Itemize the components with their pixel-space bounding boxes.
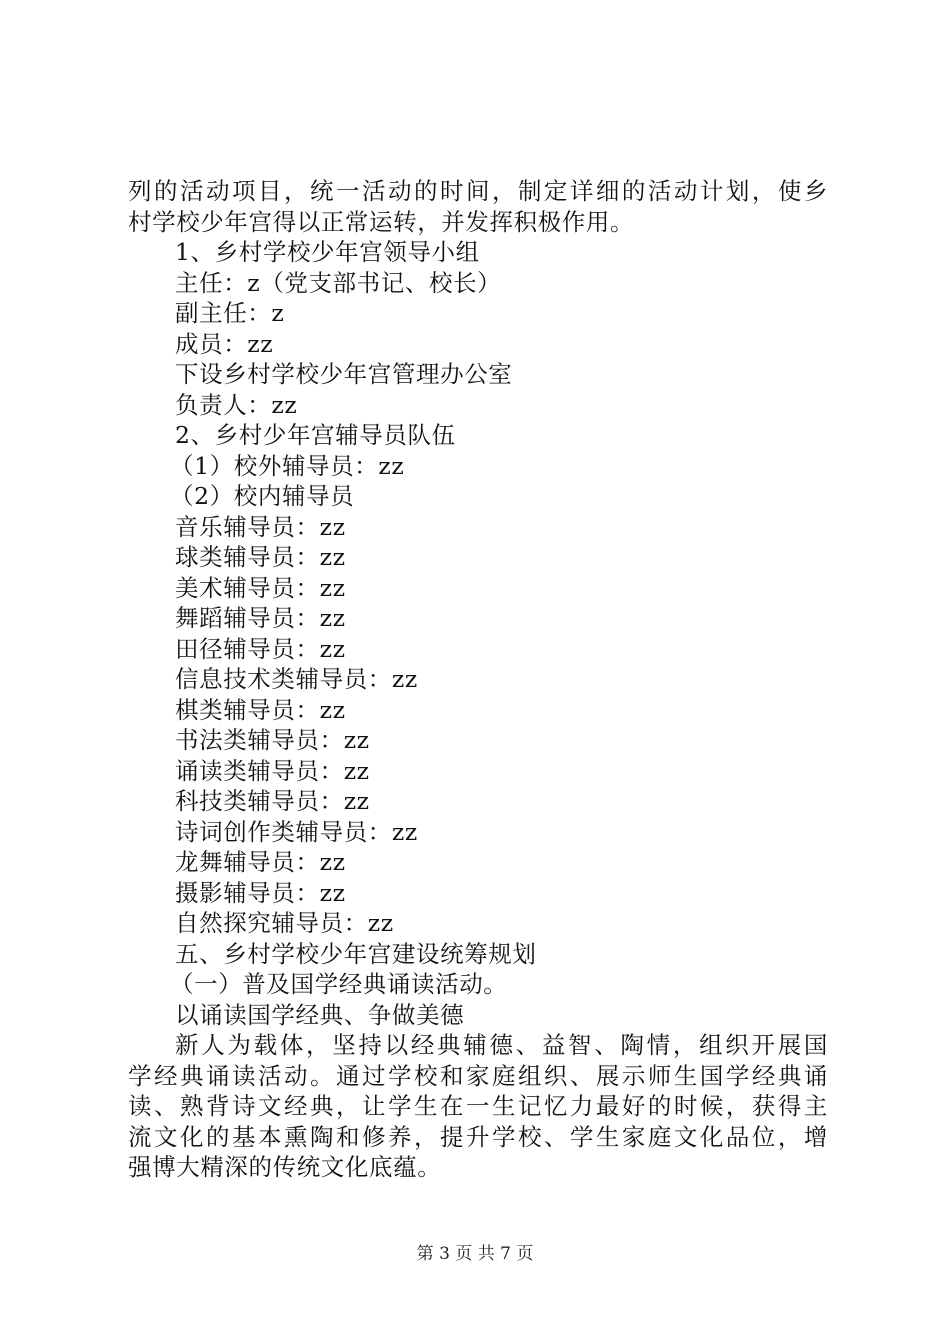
paragraph-line: 读、熟背诗文经典，让学生在一生记忆力最好的时候，获得主 — [128, 1092, 828, 1120]
list-item: 美术辅导员：zz — [175, 573, 346, 602]
list-item: 自然探究辅导员：zz — [175, 909, 394, 937]
list-item: （2）校内辅导员 — [170, 482, 355, 510]
list-item: 主任：z（党支部书记、校长） — [175, 268, 502, 297]
paragraph-line: 列的活动项目，统一活动的时间，制定详细的活动计划，使乡 — [128, 177, 828, 205]
section-heading: 2、乡村少年宫辅导员队伍 — [175, 421, 456, 449]
list-item: （1）校外辅导员：zz — [170, 451, 405, 480]
list-item: 信息技术类辅导员：zz — [175, 665, 418, 693]
list-item: 棋类辅导员：zz — [175, 695, 346, 724]
list-item: 舞蹈辅导员：zz — [175, 604, 346, 632]
list-item: 龙舞辅导员：zz — [175, 848, 346, 876]
paragraph-line: 学经典诵读活动。通过学校和家庭组织、展示师生国学经典诵 — [128, 1061, 828, 1090]
list-item: 音乐辅导员：zz — [175, 512, 346, 541]
list-item: 书法类辅导员：zz — [175, 726, 370, 754]
paragraph-line: 新人为载体，坚持以经典辅德、益智、陶情，组织开展国 — [175, 1031, 828, 1059]
list-item: 副主任：z — [175, 299, 285, 327]
paragraph-line: 以诵读国学经典、争做美德 — [175, 1000, 465, 1029]
list-item: 诗词创作类辅导员：zz — [175, 817, 418, 846]
paragraph-line: 流文化的基本熏陶和修养，提升学校、学生家庭文化品位，增 — [128, 1122, 828, 1151]
paragraph-line: 强博大精深的传统文化底蕴。 — [128, 1153, 442, 1181]
list-item: 科技类辅导员：zz — [175, 787, 370, 815]
list-item: 下设乡村学校少年宫管理办公室 — [175, 360, 513, 388]
list-item: 摄影辅导员：zz — [175, 878, 346, 907]
section-heading: 1、乡村学校少年宫领导小组 — [175, 238, 480, 266]
list-item: 负责人：zz — [175, 390, 298, 419]
subsection-heading: （一）普及国学经典诵读活动。 — [170, 970, 508, 998]
list-item: 成员：zz — [175, 329, 274, 358]
page-number: 第 3 页 共 7 页 — [416, 1244, 534, 1264]
document-body — [128, 176, 828, 1183]
section-heading: 五、乡村学校少年宫建设统筹规划 — [175, 939, 537, 968]
list-item: 田径辅导员：zz — [175, 634, 346, 663]
list-item: 诵读类辅导员：zz — [175, 756, 370, 785]
paragraph-line: 村学校少年宫得以正常运转，并发挥积极作用。 — [128, 207, 635, 236]
list-item: 球类辅导员：zz — [175, 543, 346, 571]
